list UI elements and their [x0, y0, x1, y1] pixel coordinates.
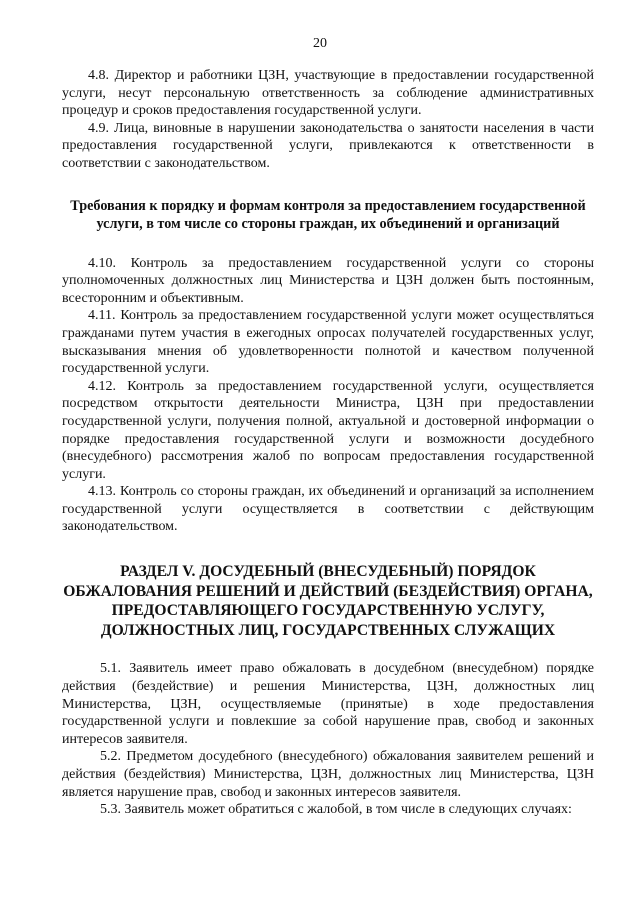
section-heading: РАЗДЕЛ V. ДОСУДЕБНЫЙ (ВНЕСУДЕБНЫЙ) ПОРЯДОК ОБЖАЛОВАНИЯ РЕШЕНИЙ И ДЕЙСТВИЙ (БЕЗДЕЙСТВИЯ) ОРГАНА, ПРЕДОСТАВЛЯЮЩЕГО ГОСУДАРСТВЕННУЮ УСЛУГУ, ДОЛЖНОСТНЫХ ЛИЦ, ГОСУДАРСТВЕННЫХ СЛУЖАЩИХ — [63, 563, 593, 639]
paragraph-4-8: 4.8. Директор и работники ЦЗН, участвующие в предоставлении государственной услуги, несут персональную ответственность за соблюдение административных процедур и сроков предоставления государственной услуги. — [62, 68, 594, 119]
page-number: 20 — [313, 36, 327, 51]
subsection-heading: Требования к порядку и формам контроля за предоставлением государственной услуги, в том числе со стороны граждан, их объединений и организаций — [70, 197, 586, 232]
paragraph-4-13: 4.13. Контроль со стороны граждан, их объединений и организаций за исполнением государственной услуги осуществляется в соответствии с действующим законодательством. — [62, 484, 594, 535]
paragraph-5-3: 5.3. Заявитель может обратиться с жалобой, в том числе в следующих случаях: — [100, 802, 572, 818]
paragraph-5-2: 5.2. Предметом досудебного (внесудебного) обжалования заявителем решений и действия (бездействия) Министерства, ЦЗН, должностных лиц Министерства, ЦЗН является нарушение прав, свобод и законных интересов заявителя. — [62, 749, 594, 800]
section-5-body — [62, 660, 594, 818]
paragraph-4-10: 4.10. Контроль за предоставлением государственной услуги со стороны уполномоченных должностных лиц Министерства и ЦЗН должен быть постоянным, всесторонним и объективным. — [62, 255, 594, 306]
paragraph-5-1: 5.1. Заявитель имеет право обжаловать в досудебном (внесудебном) порядке действия (бездействие) и решения Министерства, ЦЗН, должностных лиц Министерства, ЦЗН, осуществляемые (принятые) в ходе предоставления государственной услуги и повлекшие за собой нарушение прав, свобод и законных интересов заявителя. — [62, 661, 594, 747]
paragraph-4-9: 4.9. Лица, виновные в нарушении законодательства о занятости населения в части предоставления государственной услуги, привлекаются к ответственности в соответствии с законодательством. — [62, 120, 594, 171]
paragraph-4-12: 4.12. Контроль за предоставлением государственной услуги, осуществляется посредством открытости деятельности Министра, ЦЗН при предоставлении государственной услуги, получения полной, актуальной и достоверной информации о порядке предоставления государственной услуги и возможности досудебного (внесудебного) рассмотрения жалоб по вопросам предоставления государственной услуги. — [62, 378, 594, 482]
document-body — [62, 67, 594, 819]
paragraph-4-11: 4.11. Контроль за предоставлением государственной услуги может осуществляться гражданами путем участия в ежегодных опросах получателей государственных услуг, высказывания мнения об удовлетворенности полнотой и качеством полученной государственной услуги. — [62, 308, 594, 377]
